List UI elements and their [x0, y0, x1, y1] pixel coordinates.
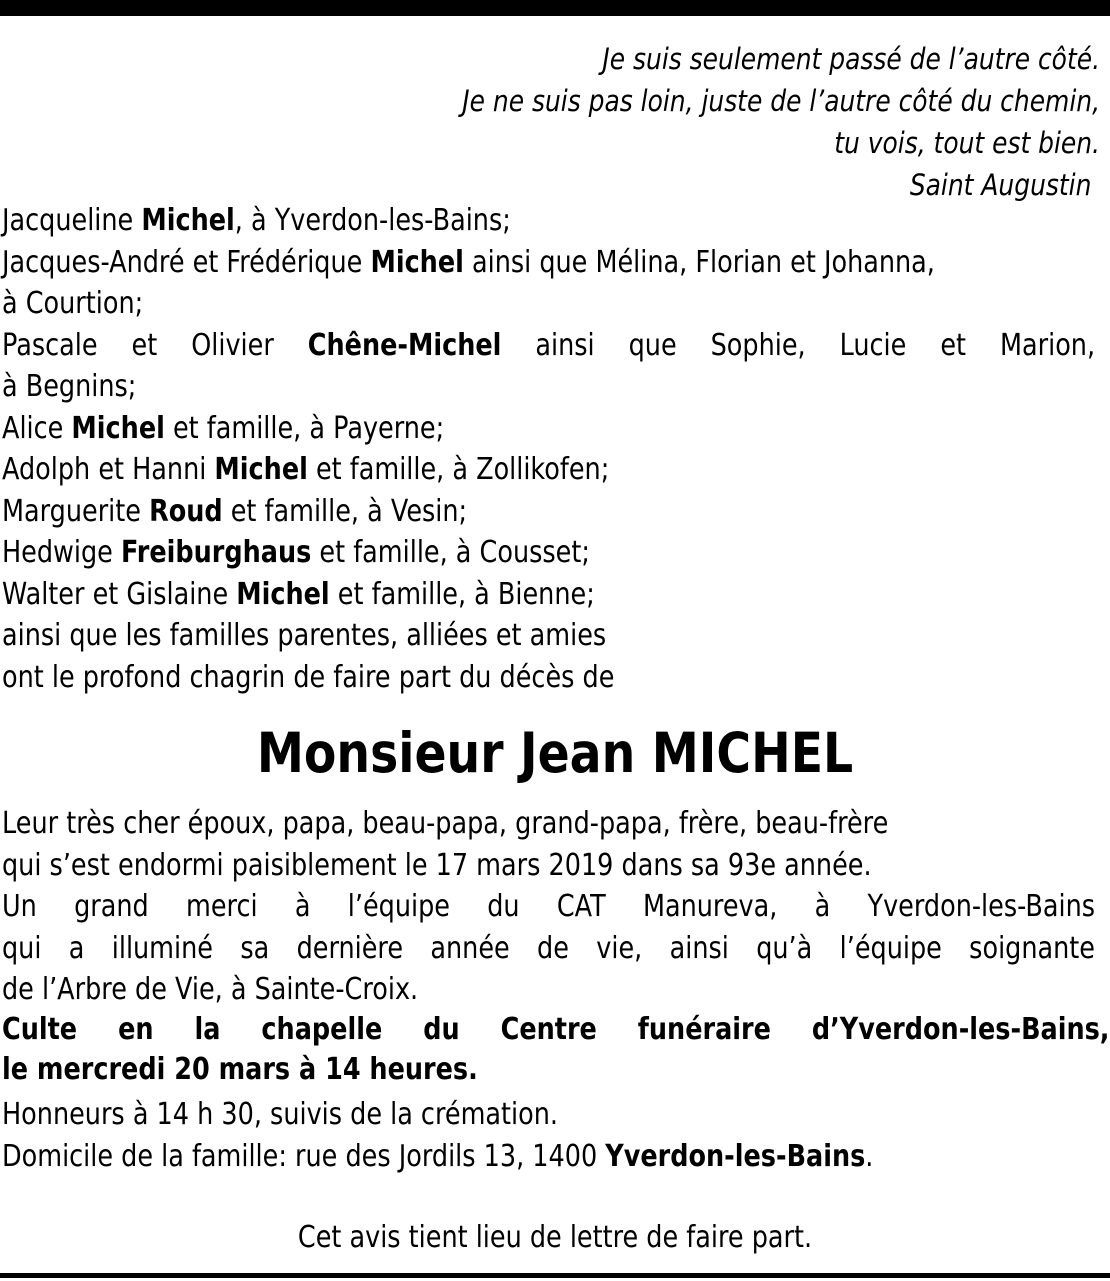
family-line: à Begnins; — [2, 369, 137, 404]
word: la — [194, 1012, 221, 1047]
family-line — [2, 574, 1095, 616]
quote-line: Je suis seulement passé de l’autre côté. — [602, 42, 1100, 76]
epigraph-quote — [326, 38, 1100, 206]
word: funéraire — [637, 1012, 771, 1047]
tribute-line: Leur très cher époux, papa, beau-papa, grand-papa, frère, beau-frère — [2, 806, 889, 841]
family-line — [2, 242, 1095, 284]
ceremony-line-justified — [2, 1010, 1110, 1050]
family-text: et famille, à Zollikofen; — [307, 452, 610, 487]
family-surname: Michel — [236, 576, 330, 612]
word: du — [423, 1012, 460, 1047]
family-text: Hedwige — [2, 535, 121, 570]
family-surname: Freiburghaus — [120, 535, 312, 570]
tribute-line: qui s’est endormi paisiblement le 17 mars 2019 dans sa 93e année. — [2, 847, 872, 883]
word: Culte — [2, 1012, 78, 1047]
family-line: ont le profond chagrin de faire part du décès de — [2, 659, 615, 695]
word: vie, — [596, 930, 643, 966]
word: grand — [74, 889, 149, 924]
bottom-rule — [0, 1273, 1110, 1278]
word: l’équipe — [347, 889, 450, 924]
word: qui — [2, 930, 42, 966]
word: soignante — [969, 930, 1095, 966]
family-text: , à Yverdon-les-Bains; — [234, 203, 511, 238]
family-text: Marguerite — [2, 493, 150, 529]
word: de — [537, 930, 569, 966]
word: Olivier — [191, 327, 274, 363]
word: Lucie — [839, 327, 907, 363]
word: et — [940, 327, 967, 363]
family-text: Jacqueline — [2, 203, 142, 238]
details-line — [2, 1136, 873, 1178]
word: du — [487, 889, 520, 924]
family-surname: Chêne-Michel — [307, 327, 502, 363]
word: sa — [240, 930, 270, 966]
family-text: Jacques-André et Frédérique — [2, 244, 371, 280]
word: Centre — [500, 1012, 597, 1047]
details-line: Honneurs à 14 h 30, suivis de la crémation. — [2, 1097, 558, 1132]
word: et — [131, 327, 158, 363]
family-line — [2, 532, 1095, 574]
family-line: à Courtion; — [2, 286, 144, 321]
word: qu’à — [756, 930, 813, 966]
tribute-line-justified — [2, 886, 1095, 928]
top-rule — [0, 0, 1110, 16]
word: en — [118, 1012, 154, 1047]
word: l’équipe — [839, 930, 942, 966]
word: dernière — [296, 930, 404, 966]
address-text: . — [865, 1138, 874, 1174]
family-line — [2, 408, 1095, 450]
tribute-text — [2, 803, 1095, 1011]
family-text: et famille, à Bienne; — [329, 576, 595, 612]
ceremony-line: le mercredi 20 mars à 14 heures. — [2, 1052, 478, 1087]
family-text: et famille, à Vesin; — [222, 493, 468, 529]
family-text: et famille, à Payerne; — [164, 410, 445, 446]
practical-details — [2, 1094, 873, 1177]
family-text: Adolph et Hanni — [2, 452, 215, 487]
word: CAT — [556, 889, 606, 924]
word: Pascale — [2, 327, 98, 363]
word: Yverdon-les-Bains — [867, 889, 1096, 924]
word: année — [430, 930, 510, 966]
tribute-line-justified — [2, 928, 1095, 970]
address-text: Domicile de la famille: rue des Jordils 13, 1400 — [2, 1138, 606, 1174]
family-text: Alice — [2, 410, 72, 446]
address-city: Yverdon-les-Bains — [605, 1138, 866, 1174]
family-line — [2, 449, 1095, 491]
family-line — [2, 491, 1095, 533]
word: que — [628, 327, 677, 363]
word: ainsi — [535, 327, 595, 363]
word: ainsi — [669, 930, 729, 966]
word: a — [68, 930, 85, 966]
tribute-line: de l’Arbre de Vie, à Sainte-Croix. — [2, 972, 419, 1007]
family-line-justified — [2, 325, 1095, 367]
word: Manureva, — [642, 889, 778, 924]
family-surname: Michel — [71, 410, 165, 446]
word: merci — [186, 889, 258, 924]
ceremony-info — [2, 1010, 1110, 1090]
quote-line: tu vois, tout est bien. — [834, 126, 1100, 160]
word: à — [294, 889, 311, 924]
quote-author: Saint Augustin — [909, 168, 1092, 202]
family-surname: Michel — [141, 203, 235, 238]
footer-note: Cet avis tient lieu de lettre de faire part. — [297, 1220, 813, 1255]
family-surname: Michel — [214, 452, 308, 487]
family-list — [2, 200, 1095, 698]
word: Marion, — [999, 327, 1096, 363]
word: illuminé — [111, 930, 213, 966]
word: chapelle — [261, 1012, 383, 1047]
family-line: ainsi que les familles parentes, alliées et amies — [2, 618, 607, 653]
word: d’Yverdon-les-Bains, — [811, 1012, 1110, 1047]
word: Un — [2, 889, 37, 924]
quote-line: Je ne suis pas loin, juste de l’autre côté du chemin, — [462, 84, 1100, 118]
family-text: et famille, à Cousset; — [311, 535, 590, 570]
family-surname: Michel — [370, 244, 464, 280]
word: Sophie, — [710, 327, 806, 363]
family-text: ainsi que Mélina, Florian et Johanna, — [463, 244, 935, 280]
deceased-name: Monsieur Jean MICHEL — [256, 721, 854, 785]
family-line — [2, 200, 1095, 242]
word: à — [814, 889, 831, 924]
family-text: Walter et Gislaine — [2, 576, 237, 612]
family-surname: Roud — [149, 493, 223, 529]
